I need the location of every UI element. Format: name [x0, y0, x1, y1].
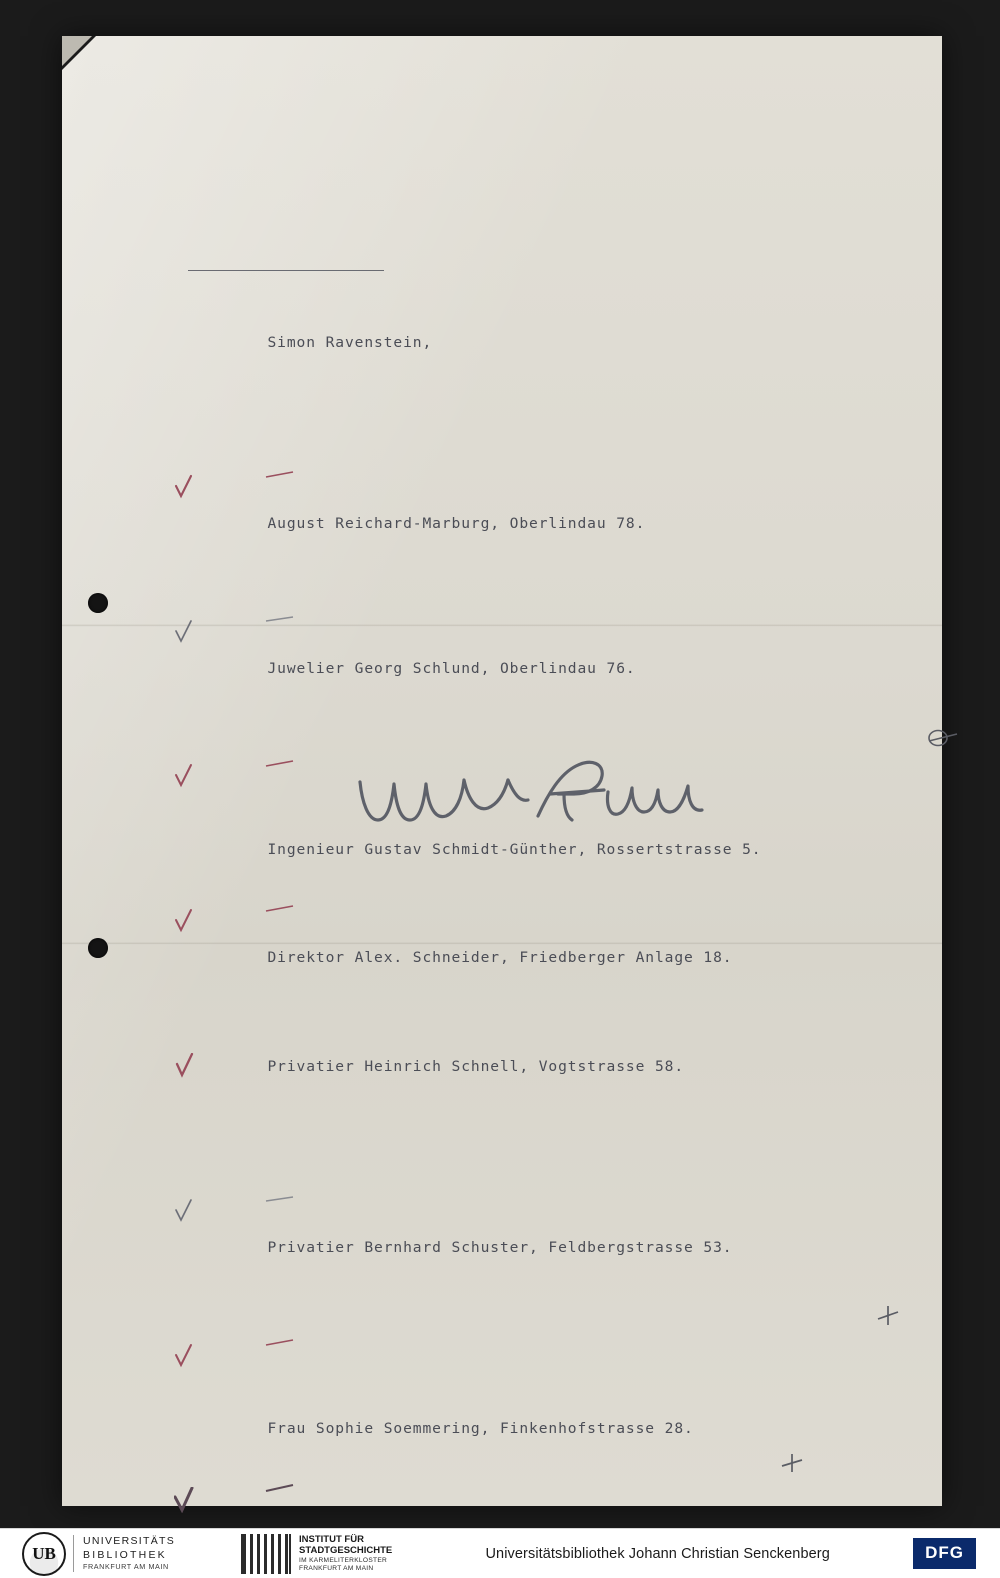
circle-stroke-annotation-icon: [826, 689, 963, 802]
document-line: August Reichard-Marburg, Oberlindau 78.: [190, 397, 910, 433]
punch-hole: [88, 938, 108, 958]
viewer-footer: [0, 1528, 1000, 1578]
pencil-stroke-icon: [168, 711, 194, 719]
cross-annotation-icon: [682, 1415, 807, 1528]
pencil-stroke-icon: [168, 421, 194, 429]
pencil-stroke-icon: [168, 856, 194, 864]
isg-logo[interactable]: [231, 1529, 402, 1578]
document-line: Juwelier Georg Schlund, Oberlindau 76.: [190, 542, 910, 578]
isg-logo-line3: IM KARMELITERKLOSTER: [299, 1557, 388, 1565]
checkmark-icon: [174, 981, 196, 1007]
document-line: Simon Ravenstein,: [190, 253, 910, 289]
dfg-logo[interactable]: DFG: [913, 1538, 976, 1569]
pencil-stroke-icon: [168, 1145, 194, 1153]
ub-logo-line2: BIBLIOTHEK: [83, 1548, 167, 1561]
ub-logo-line3: FRANKFURT AM MAIN: [83, 1562, 169, 1572]
strikethrough-mark: [188, 270, 384, 272]
library-attribution: Universitätsbibliothek Johann Christian Senckenberg: [485, 1545, 830, 1562]
document-line: Privatier Heinrich Schnell, Vogtstrasse 58.: [190, 977, 910, 1013]
cross-annotation-icon: [778, 1267, 903, 1380]
punch-hole: [88, 593, 108, 613]
isg-columns-icon: [241, 1534, 291, 1574]
pencil-stroke-icon: [168, 566, 194, 574]
ub-logo[interactable]: [0, 1529, 185, 1578]
isg-logo-line1: INSTITUT FÜR: [299, 1533, 364, 1545]
handwritten-annotation: [352, 754, 712, 844]
pencil-stroke-icon: [168, 1435, 194, 1443]
document-line: Direktor Alex. Schneider, Friedberger Anlage 18.: [190, 832, 910, 868]
isg-logo-line2: STADTGESCHICHTE: [299, 1545, 393, 1557]
document-line: Ingenieur Gustav Schmidt-Günther, Rossertstrasse 5.: [190, 687, 910, 723]
document-line: Frau Sophie Soemmering, Finkenhofstrasse 28.: [190, 1266, 910, 1302]
ub-logo-line1: UNIVERSITÄTS: [83, 1535, 176, 1548]
corner-fold: [62, 36, 92, 66]
scanned-page: [62, 36, 942, 1506]
isg-logo-line4: FRANKFURT AM MAIN: [299, 1565, 374, 1573]
pencil-stroke-icon: [168, 1290, 194, 1298]
ub-seal-icon: UB: [22, 1532, 66, 1576]
document-line: Privatier Bernhard Schuster, Feldbergstrasse 53.: [190, 1121, 910, 1157]
